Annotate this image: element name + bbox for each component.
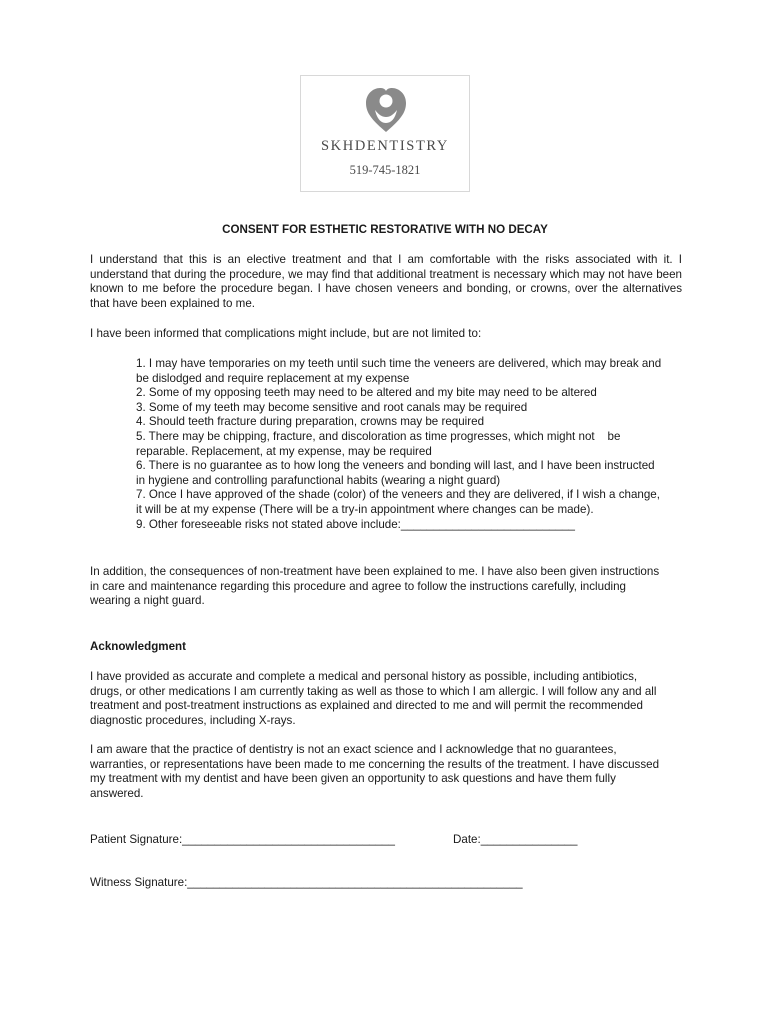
complications-list [136,357,666,532]
list-item: 4. Should teeth fracture during preparation, crowns may be required [136,415,485,429]
non-treatment-paragraph: In addition, the consequences of non-treatment have been explained to me. I have also been given instructions in care and maintenance regarding this procedure and agree to follow the instructions carefully, including wearing a night guard. [90,565,660,608]
document-title: CONSENT FOR ESTHETIC RESTORATIVE WITH NO DECAY [222,223,548,236]
list-item: 7. Once I have approved of the shade (color) of the veneers and they are delivered, if I wish a change, it will be at my expense (There will be a try-in appointment where changes can be made). [136,488,660,516]
complications-intro: I have been informed that complications might include, but are not limited to: [90,327,482,340]
intro-paragraph: I understand that this is an elective treatment and that I am comfortable with the risks associated with it. I understand that during the procedure, we may find that additional treatment is necessary which may not have been known to me before the procedure began. I have chosen veneers and bonding, or crowns, over the alternatives that have been explained to me. [90,253,682,310]
practice-name: SKHDENTISTRY [321,138,449,154]
acknowledgment-paragraph-1: I have provided as accurate and complete a medical and personal history as possible, including antibiotics, drugs, or other medications I am currently taking as well as those to which I am allergic. I will follow any and all treatment and post-treatment instructions as explained and directed to me and will permit the recommended diagnostic procedures, including X-rays. [90,670,657,727]
list-item: 2. Some of my opposing teeth may need to be altered and my bite may need to be altered [136,386,597,400]
list-item: 1. I may have temporaries on my teeth until such time the veneers are delivered, which may break and be dislodged and require replacement at my expense [136,357,662,385]
list-item: 6. There is no guarantee as to how long the veneers and bonding will last, and I have been instructed in hygiene and controlling parafunctional habits (wearing a night guard) [136,459,655,487]
list-item: 5. There may be chipping, fracture, and discoloration as time progresses, which might not be reparable. Replacement, at my expense, may be required [136,429,624,458]
date-field[interactable]: Date:_______________ [453,833,578,846]
acknowledgment-paragraph-2: I am aware that the practice of dentistry is not an exact science and I acknowledge that no guarantees, warranties, or representations have been made to me concerning the results of the treatment. I have discussed my treatment with my dentist and have been given an opportunity to ask questions and have them fully answered. [90,743,660,800]
practice-phone: 519-745-1821 [349,163,421,177]
list-item: 3. Some of my teeth may become sensitive and root canals may be required [136,400,528,414]
practice-logo [300,75,470,192]
list-item: 9. Other foreseeable risks not stated above include:___________________________ [136,517,575,531]
patient-signature-field[interactable]: Patient Signature:_________________________________ [90,833,395,846]
tooth-heart-logo-icon [364,86,408,134]
acknowledgment-heading: Acknowledgment [90,640,186,653]
witness-signature-field[interactable]: Witness Signature:____________________________________________________ [90,876,523,889]
